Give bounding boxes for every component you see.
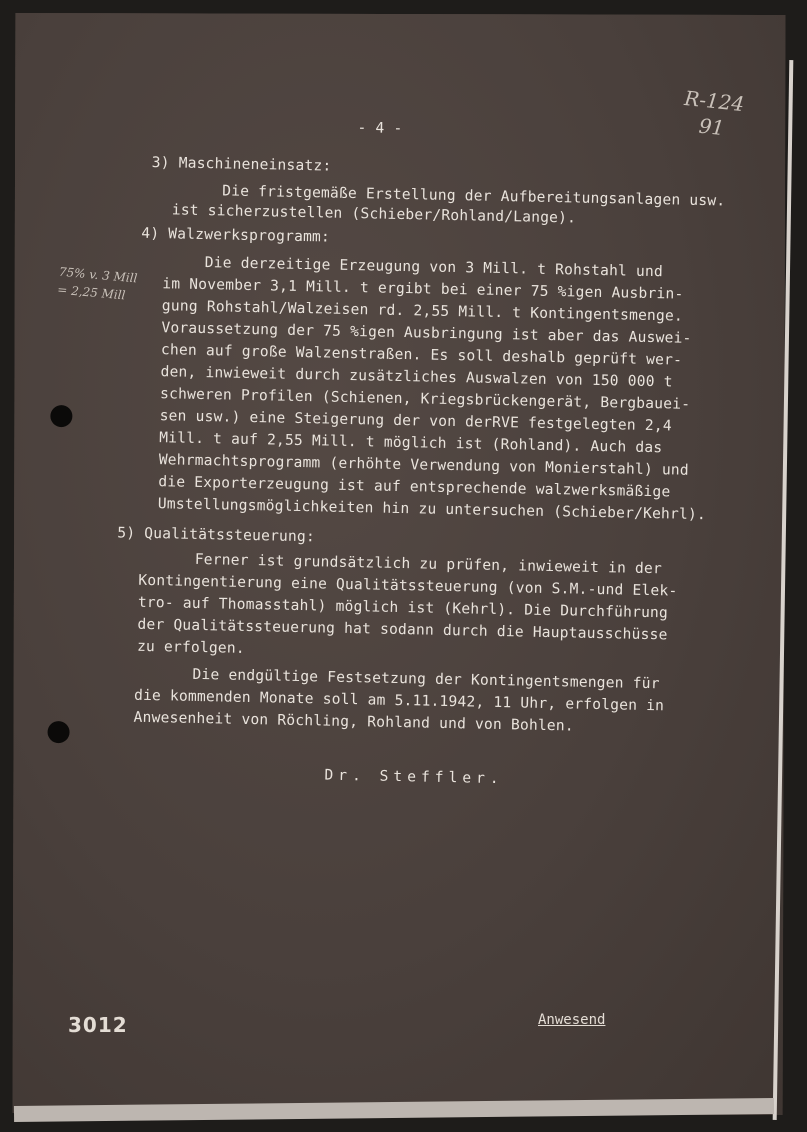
- margin-note-line2: = 2,25 Mill: [56, 282, 126, 303]
- section4-line: die Exporterzeugung ist auf entsprechende walzwerksmäßige: [158, 473, 671, 501]
- section4-line: Die derzeitige Erzeugung von 3 Mill. t Rohstahl und: [204, 254, 664, 281]
- page-number: - 4 -: [357, 119, 403, 137]
- archive-ref-line2: 91: [697, 113, 726, 141]
- document-number-stamp: 3012: [68, 1013, 128, 1037]
- section5-line: Kontingentierung eine Qualitätssteuerung (von S.M.-und Elek-: [138, 571, 678, 600]
- final-paragraph-line: Die endgültige Festsetzung der Kontingentsmengen für: [192, 665, 660, 693]
- section4-line: Mill. t auf 2,55 Mill. t möglich ist (Rohland). Auch das: [159, 429, 663, 457]
- section5-heading: 5) Qualitätssteuerung:: [117, 524, 316, 546]
- section4-line: Voraussetzung der 75 %igen Ausbringung ist aber das Auswei-: [161, 319, 692, 347]
- section5-line: der Qualitätssteuerung hat sodann durch die Hauptausschüsse: [137, 615, 668, 644]
- section5-line: Ferner ist grundsätzlich zu prüfen, inwieweit in der: [194, 550, 663, 578]
- section4-line: sen usw.) eine Steigerung der von derRVE festgelegten 2,4: [159, 407, 672, 435]
- section4-line: schweren Profilen (Schienen, Kriegsbrückengerät, Bergbauei-: [159, 385, 691, 413]
- anwesend-label: Anwesend: [538, 1012, 606, 1028]
- section4-line: Wehrmachtsprogramm (erhöhte Verwendung von Monierstahl) und: [158, 451, 690, 479]
- archive-ref-line1: R-124: [683, 86, 746, 117]
- section3-line: ist sicherzustellen (Schieber/Rohland/Lange).: [171, 201, 577, 227]
- margin-note-line1: 75% v. 3 Mill: [58, 264, 138, 286]
- section3-heading: 3) Maschineneinsatz:: [151, 153, 332, 175]
- signature: Dr. Steffler.: [324, 766, 504, 788]
- section5-line: tro- auf Thomasstahl) möglich ist (Kehrl). Die Durchführung: [137, 593, 669, 622]
- section4-line: Umstellungsmöglichkeiten hin zu untersuchen (Schieber/Kehrl).: [157, 495, 707, 524]
- section4-line: chen auf große Walzenstraßen. Es soll deshalb geprüft wer-: [160, 341, 683, 369]
- section4-line: im November 3,1 Mill. t ergibt bei einer 75 %igen Ausbrin-: [162, 275, 684, 303]
- section5-line: zu erfolgen.: [136, 637, 246, 657]
- section4-line: den, inwieweit durch zusätzliches Auswalzen von 150 000 t: [160, 363, 673, 391]
- final-paragraph-line: die kommenden Monate soll am 5.11.1942, 11 Uhr, erfolgen in: [133, 686, 665, 715]
- section4-line: gung Rohstahl/Walzeisen rd. 2,55 Mill. t Kontingentsmenge.: [161, 297, 684, 325]
- section4-heading: 4) Walzwerksprogramm:: [141, 224, 331, 246]
- section3-line: Die fristgemäße Erstellung der Aufbereitungsanlagen usw.: [222, 182, 726, 210]
- final-paragraph-line: Anwesenheit von Röchling, Rohland und von Bohlen.: [133, 708, 575, 735]
